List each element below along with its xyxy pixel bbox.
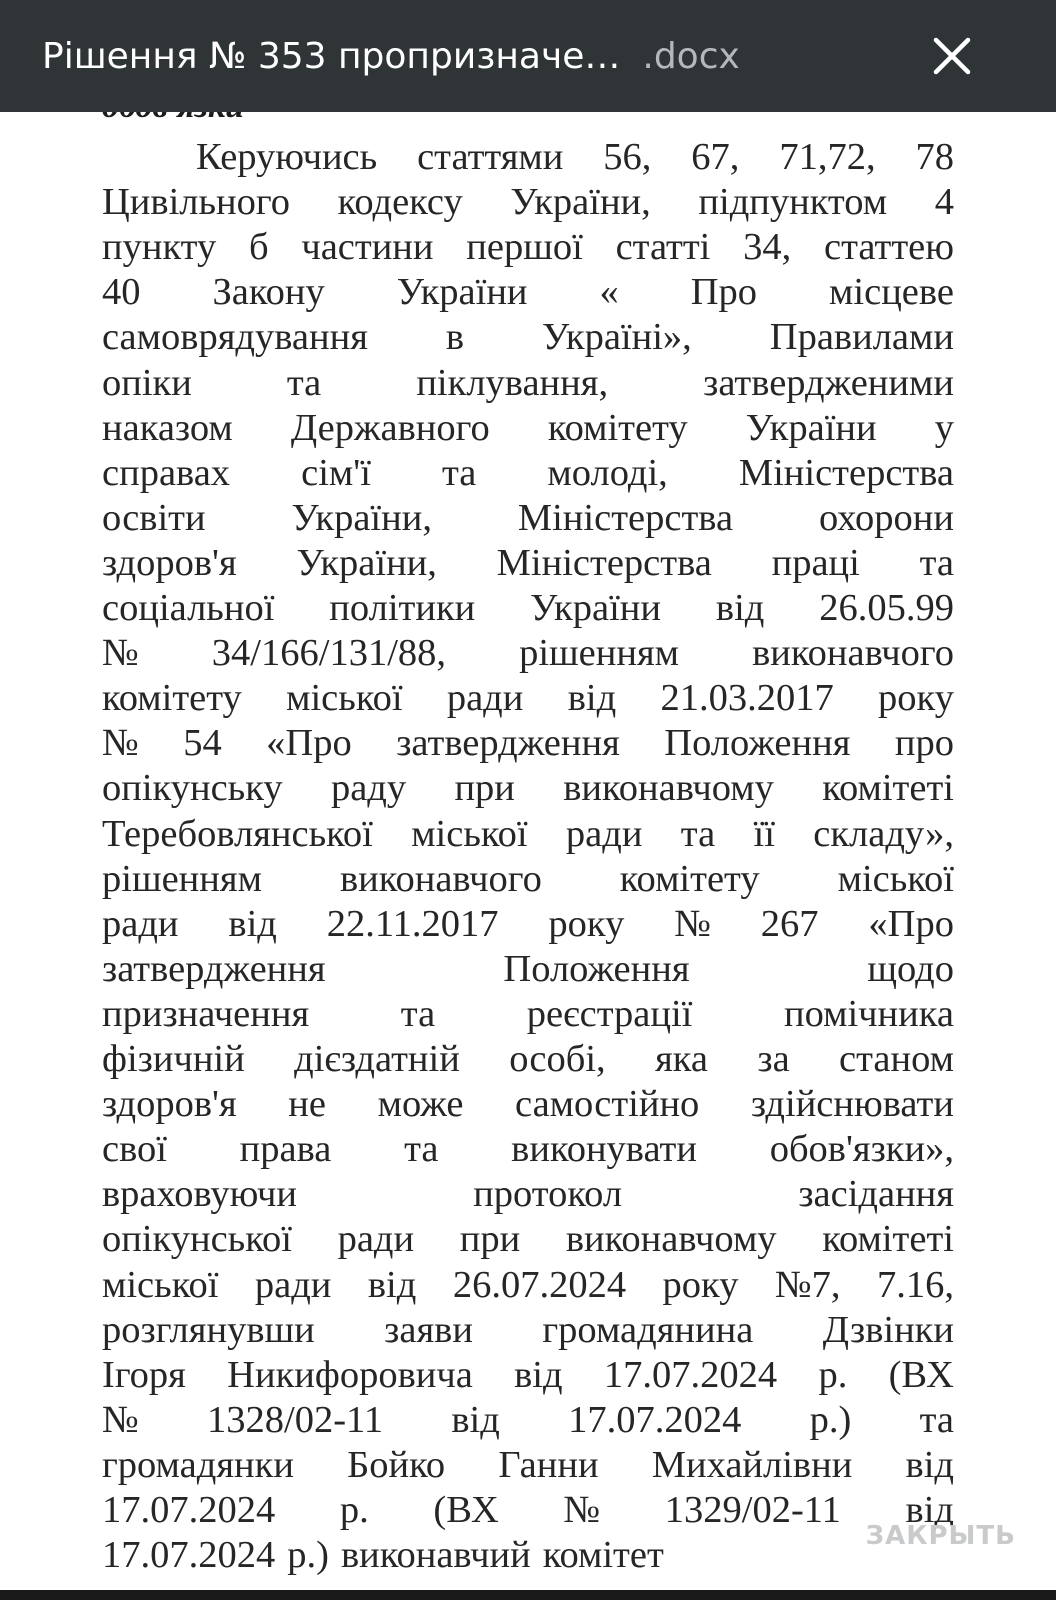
word: комітеті: [822, 767, 954, 810]
document-text-line: [102, 495, 954, 541]
word: самоврядування: [102, 316, 368, 359]
word: р.: [339, 1489, 369, 1531]
word: Ганни: [498, 1443, 599, 1486]
word: місцеве: [829, 271, 954, 314]
word: «: [599, 271, 619, 314]
word: сім'ї: [301, 451, 371, 494]
document-text-line: [102, 675, 954, 721]
word: міської: [411, 812, 528, 855]
document-title-bar: [0, 0, 1056, 112]
word: Міністерства: [517, 496, 734, 539]
word: від: [567, 677, 617, 720]
word: Про: [690, 271, 758, 314]
word: у: [934, 406, 954, 449]
word: Міністерства: [738, 451, 954, 494]
word: 267: [760, 902, 819, 945]
word: раду: [330, 767, 407, 810]
word: про: [894, 722, 954, 765]
word: (ВХ: [433, 1489, 499, 1531]
document-text-line: [102, 991, 954, 1037]
document-text-line: [102, 1171, 954, 1217]
word: першої: [466, 226, 583, 269]
word: України: [745, 406, 877, 449]
word: молоді,: [547, 451, 668, 494]
word: комітету: [547, 406, 688, 449]
word: та: [919, 541, 954, 584]
word: 17.07.2024: [603, 1353, 778, 1396]
document-text-line: [102, 1081, 954, 1127]
document-text-line: [102, 1487, 954, 1533]
word: за: [757, 1038, 790, 1080]
word: року: [878, 677, 954, 720]
word: №: [102, 1398, 139, 1441]
word: 17.07.2024: [102, 1489, 276, 1531]
document-text-line: [102, 585, 954, 631]
word: 56,: [603, 136, 652, 178]
word: України,: [510, 181, 651, 224]
word: виконавчого: [752, 632, 954, 675]
word: та: [680, 812, 716, 855]
word: України,: [296, 541, 437, 584]
word: 71,72,: [779, 136, 876, 178]
word: щодо: [867, 947, 954, 990]
word: Правилами: [769, 316, 954, 359]
word: опікунську: [102, 767, 283, 810]
word: «Про: [868, 902, 954, 945]
word: її: [753, 812, 775, 855]
word: підпунктом: [698, 181, 888, 224]
word: від: [905, 1443, 954, 1486]
word: ради: [102, 902, 179, 945]
document-text-line: [102, 811, 954, 857]
word: 17.07.2024: [568, 1398, 742, 1441]
word: комітет: [542, 1534, 664, 1577]
word: складу»,: [813, 812, 954, 855]
word: здоров'я: [102, 1083, 237, 1126]
word: виконавчому: [563, 767, 774, 810]
word: від: [367, 1263, 417, 1306]
document-page[interactable]: [0, 112, 1056, 1590]
word: дієздатній: [294, 1038, 460, 1080]
word: реєстрації: [526, 992, 693, 1035]
word: Закону: [212, 271, 325, 314]
word: міської: [102, 1263, 219, 1306]
word: міської: [837, 857, 954, 900]
word: Дзвінки: [822, 1308, 954, 1351]
word: фізичній: [102, 1038, 245, 1080]
word: Никифоровича: [227, 1353, 473, 1396]
document-text-line: [102, 1532, 954, 1578]
word: затвердженими: [703, 361, 954, 404]
word: соціальної: [102, 587, 275, 629]
word: обов'язки»,: [769, 1128, 954, 1171]
word: ради: [565, 812, 643, 855]
word: праці: [771, 541, 860, 584]
word: частини: [301, 226, 434, 269]
word: виконавчому: [565, 1218, 777, 1261]
word: №: [102, 632, 139, 675]
document-text-line: [102, 179, 954, 225]
word: та: [441, 451, 477, 494]
word: здоров'я: [102, 541, 237, 584]
word: та: [286, 361, 322, 404]
word: може: [377, 1083, 464, 1126]
word: 78: [915, 136, 954, 178]
word: Україні»,: [542, 316, 692, 359]
word: 1329/02-11: [664, 1489, 841, 1531]
document-text-line: [102, 1307, 954, 1353]
document-text-line: [102, 946, 954, 992]
hide-overlay-button[interactable]: ЗАКРЫТЬ: [865, 1521, 1016, 1551]
word: при: [454, 767, 515, 810]
word: громадянки: [102, 1443, 294, 1486]
word: наказом: [102, 406, 233, 449]
word: політики: [329, 587, 476, 629]
word: права: [239, 1128, 332, 1171]
document-text-line: [102, 405, 954, 451]
document-text-line: [102, 540, 954, 586]
word: засідання: [798, 1173, 954, 1216]
document-text-line: [102, 765, 954, 811]
word: затвердження: [102, 947, 326, 990]
word: «Про: [266, 722, 352, 765]
word: свої: [102, 1128, 167, 1171]
word: б: [248, 226, 269, 269]
word: міської: [286, 677, 403, 720]
word: статтями: [417, 136, 564, 178]
word: №: [102, 722, 139, 765]
word: 17.07.2024: [102, 1534, 276, 1577]
word: 26.05.99: [819, 587, 954, 629]
document-text-line: [102, 1126, 954, 1172]
word: від: [905, 1489, 954, 1531]
document-text-line: [102, 1216, 954, 1262]
word: виконавчого: [339, 857, 542, 900]
close-button[interactable]: [926, 30, 978, 82]
document-text-line: [102, 224, 954, 270]
document-text-line: [102, 269, 954, 315]
word: року: [548, 902, 625, 945]
word: затвердження: [396, 722, 620, 765]
word: помічника: [784, 992, 954, 1035]
word: кодексу: [337, 181, 463, 224]
word: розглянувши: [102, 1308, 315, 1351]
word: статті: [615, 226, 711, 269]
word: (ВХ: [888, 1353, 954, 1396]
word: громадянина: [542, 1308, 754, 1351]
word: ради: [254, 1263, 332, 1306]
word: та: [404, 1128, 439, 1171]
word: протокол: [473, 1173, 623, 1216]
word: яка: [655, 1038, 708, 1080]
word: опіки: [102, 361, 192, 404]
document-text-line: [196, 134, 954, 180]
word: рішенням: [102, 857, 262, 900]
word: та: [919, 1398, 954, 1441]
word: заяви: [384, 1308, 473, 1351]
word: України: [396, 271, 528, 314]
word: 67,: [691, 136, 740, 178]
word: 22.11.2017: [326, 902, 499, 945]
word: Положення: [503, 947, 690, 990]
document-text-line: [102, 720, 954, 766]
word: 4: [934, 181, 954, 224]
word: виконавчий: [340, 1534, 531, 1577]
word: Державного: [290, 406, 490, 449]
word: опікунської: [102, 1218, 292, 1261]
document-text-line: [102, 1262, 954, 1308]
document-text-line: [102, 1036, 954, 1082]
document-text-line: [102, 1442, 954, 1488]
document-text-line: [102, 856, 954, 902]
word: р.): [809, 1398, 852, 1441]
word: від: [715, 587, 765, 629]
document-title: Рішення № 353 пропризначе…: [42, 35, 621, 77]
word: №: [674, 902, 711, 945]
word: враховуючи: [102, 1173, 297, 1216]
word: р.): [287, 1534, 329, 1577]
document-text-line: [102, 1397, 954, 1443]
word: Бойко: [347, 1443, 446, 1486]
word: при: [459, 1218, 521, 1261]
word: особі,: [509, 1038, 606, 1080]
document-text-line: [102, 630, 954, 676]
document-extension: .docx: [642, 35, 740, 77]
word: виконувати: [511, 1128, 697, 1171]
word: піклування,: [416, 361, 609, 404]
word: №7,: [774, 1263, 841, 1306]
document-text-line: [102, 450, 954, 496]
word: від: [451, 1398, 500, 1441]
word: р.: [818, 1353, 848, 1396]
word: ради: [337, 1218, 415, 1261]
word: самостійно: [515, 1083, 700, 1126]
word: комітеті: [822, 1218, 954, 1261]
word: призначення: [102, 992, 310, 1035]
word: станом: [839, 1038, 954, 1080]
document-text-line: [102, 1352, 954, 1398]
word: комітету: [619, 857, 760, 900]
word: Міністерства: [496, 541, 712, 584]
word: 40: [102, 271, 141, 314]
word: пункту: [102, 226, 217, 269]
word: охорони: [818, 496, 954, 539]
word: Михайлівни: [651, 1443, 853, 1486]
document-text-line: [102, 901, 954, 947]
word: Положення: [664, 722, 851, 765]
word: комітету: [102, 677, 242, 720]
word: не: [288, 1083, 326, 1126]
word: 21.03.2017: [660, 677, 834, 720]
word: освіти: [102, 496, 206, 539]
word: 7.16,: [877, 1263, 954, 1306]
word: 1328/02-11: [207, 1398, 384, 1441]
word: 34,: [743, 226, 792, 269]
word: №: [563, 1489, 601, 1531]
word: Керуючись: [196, 136, 378, 178]
document-text-line: [102, 314, 954, 360]
word: справах: [102, 451, 231, 494]
word: від: [514, 1353, 563, 1396]
word: 54: [183, 722, 222, 765]
word: рішенням: [519, 632, 680, 675]
word: України: [530, 587, 661, 629]
word: статтею: [824, 226, 954, 269]
word: від: [228, 902, 277, 945]
word: та: [400, 992, 436, 1035]
word: здійснювати: [750, 1083, 954, 1126]
word: ради: [446, 677, 524, 720]
word: в: [445, 316, 465, 359]
word: року: [662, 1263, 739, 1306]
word: 26.07.2024: [452, 1263, 627, 1306]
word: Теребовлянської: [102, 812, 373, 855]
word: Цивільного: [102, 181, 290, 224]
document-text-line: [102, 360, 954, 406]
word: 34/166/131/88,: [211, 632, 447, 675]
close-icon: [932, 36, 972, 76]
bottom-system-bar: [0, 1590, 1056, 1600]
word: України,: [291, 496, 432, 539]
word: Ігоря: [102, 1353, 186, 1396]
